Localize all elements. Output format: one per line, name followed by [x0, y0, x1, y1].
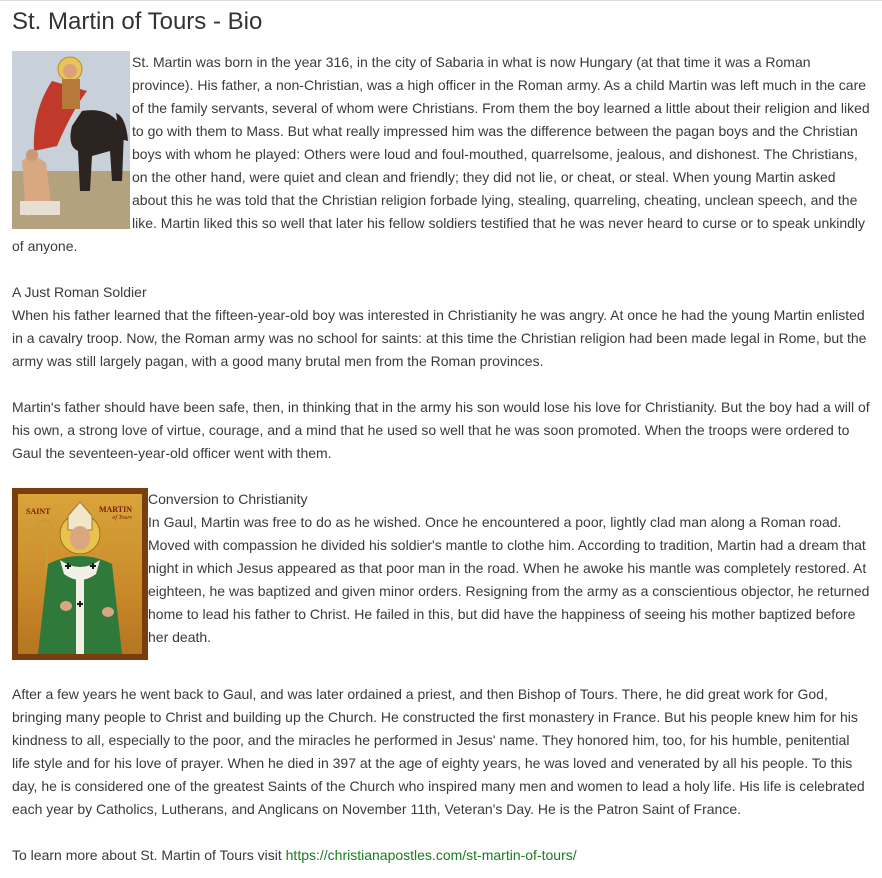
bio-paragraph-4: In Gaul, Martin was free to do as he wished. Once he encountered a poor, lightly clad man along a Roman road. Moved with compassion he divided his soldier's mantle to clothe him. According to tradition, Martin had a dream that night in which Jesus appeared as that poor man in the road. When he awoke his mantle was completely restored. At eighteen, he was baptized and given minor orders. Resigning from the army as a conscientious objector, he returned home to lead his father to Christ. He failed in this, but did have the happiness of seeing his mother baptized before her death.: [148, 514, 870, 645]
bio-paragraph-5: After a few years he went back to Gaul, and was later ordained a priest, and then Bishop of Tours. There, he did great work for God, bringing many people to Christ and building up the Church. He constructed the first monastery in France. But his people knew him for his kindness to all, especially to the poor, and the miracles he performed in Jesus' name. They honored him, too, for his humble, penitential life style and for his love of prayer. When he died in 397 at the age of eighty years, he was loved and venerated by all his people. To this day, he is considered one of the greatest Saints of the Church who inspired many men and women to lead a holy life. His life is celebrated each year by Catholics, Lutherans, and Anglicans on November 11th, Veteran's Day. He is the Patron Saint of France.: [12, 686, 865, 817]
section-heading-soldier: A Just Roman Soldier: [12, 284, 147, 300]
bio-paragraph-3: Martin's father should have been safe, then, in thinking that in the army his son would lose his love for Christianity. But the boy had a will of his own, a strong love of virtue, courage, and a mind that he used so well that he was soon promoted. When the troops were ordered to Gaul the seventeen-year-old officer went with them.: [12, 399, 870, 461]
bishop-figure-icon: [18, 494, 142, 654]
bio-paragraph-1: St. Martin was born in the year 316, in the city of Sabaria in what is now Hungary (at that time it was a Roman province). His father, a non-Christian, was a high officer in the Roman army. As a child Martin was left much in the care of the family servants, several of whom were Christians. From them the boy learned a little about their religion and liked to go with them to Mass. But what really impressed him was the difference between the pagan boys and the Christian boys with whom he played: Others were loud and foul-mouthed, quarrelsome, jealous, and dishonest. The Christians, on the other hand, were quiet and clean and friendly; they did not lie, or cheat, or steal. When young Martin asked about this he was told that the Christian religion forbade lying, stealing, quarreling, cheating, unclean speech, and the like. Martin liked this so well that later his fellow soldiers testified that he was never heard to curse or to speak unkindly of anyone.: [12, 54, 870, 254]
learn-more-link[interactable]: https://christianapostles.com/st-martin-of-tours/: [285, 847, 577, 863]
page-title: St. Martin of Tours - Bio: [12, 8, 263, 35]
learn-more-text: To learn more about St. Martin of Tours visit: [12, 847, 286, 863]
page-container: [0, 7, 882, 867]
icon-gold-background: [18, 494, 142, 654]
icon-label-martin: MARTIN: [98, 505, 132, 514]
horse-painting-icon: [12, 51, 130, 229]
article-body: [12, 51, 870, 867]
saint-martin-icon-image: [12, 488, 148, 660]
icon-label-of-tours: of Tours: [112, 515, 132, 521]
section-heading-conversion: Conversion to Christianity: [148, 491, 308, 507]
learn-more-line: [12, 844, 870, 867]
saint-martin-on-horse-image: [12, 51, 130, 229]
icon-label-saint: SAINT: [26, 507, 51, 516]
conversion-section: [12, 488, 870, 660]
bio-paragraph-2: When his father learned that the fifteen-year-old boy was interested in Christianity he was angry. At once he had the young Martin enlisted in a cavalry troop. Now, the Roman army was no school for saints: at this time the Christian religion had been made legal in Rome, but the army was still largely pagan, with a good many brutal men from the Roman provinces.: [12, 307, 867, 369]
